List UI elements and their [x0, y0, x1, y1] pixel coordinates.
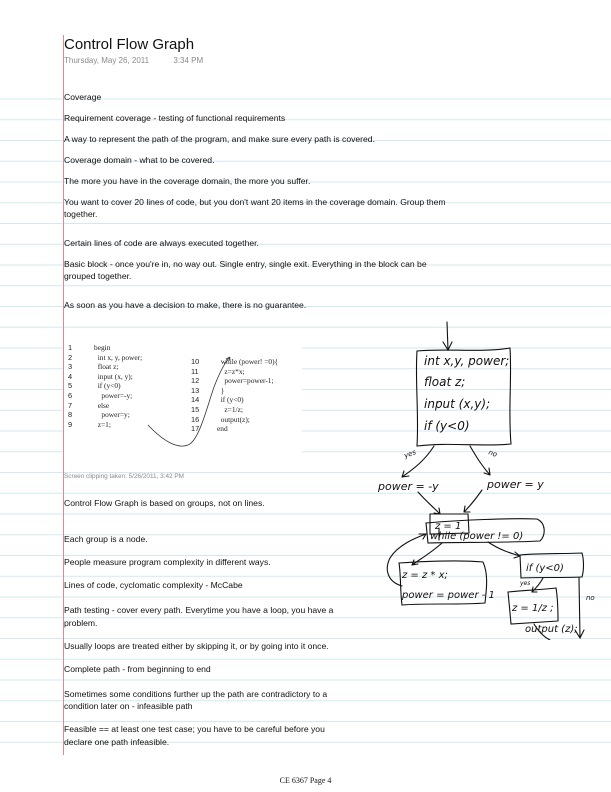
code-line-number: 13: [191, 385, 200, 395]
code-line-number: 11: [191, 366, 199, 376]
code-line-text: end: [217, 424, 228, 434]
note-line: condition later on - infeasible path: [64, 701, 193, 711]
code-line-text: z=1;: [94, 419, 111, 429]
code-line-number: 1: [68, 343, 73, 352]
clipping-caption: Screen clipping taken: 5/26/2011, 3:42 PM: [64, 473, 184, 480]
entry-arrow: [443, 322, 452, 350]
note-line: Coverage: [64, 92, 102, 102]
code-line-number: 9: [68, 419, 73, 429]
code-line-text: power=y;: [94, 410, 130, 420]
note-line: problem.: [64, 618, 98, 628]
code-line-text: if (y<0): [94, 381, 121, 391]
code-line-text: begin: [94, 343, 111, 352]
note-line: Basic block - once you're in, no way out. Single entry, single exit. Everything in the block can be: [64, 259, 427, 269]
merge-arrow-right: [464, 490, 482, 512]
note-line: Feasible == at least one test case; you have to be careful before you: [64, 724, 325, 734]
code-line-text: while (power! =0){: [217, 357, 279, 366]
code-line-text: power=-y;: [94, 390, 133, 400]
code-line-text: }: [217, 385, 225, 395]
note-line: Each group is a node.: [64, 534, 148, 544]
code-line-number: 17: [191, 424, 200, 434]
diagram-text: if (y<0): [424, 419, 470, 433]
note-line: A way to represent the path of the program, and make sure every path is covered.: [64, 134, 375, 144]
diagram-text: power = y: [487, 478, 544, 491]
note-line: Requirement coverage - testing of functional requirements: [64, 113, 286, 123]
diagram-text: while (power != 0): [430, 531, 524, 542]
code-line-text: power=power-1;: [217, 376, 274, 386]
diagram-text: z = z * x;: [402, 570, 448, 581]
diagram-text: z = 1: [435, 521, 462, 532]
code-line-number: 10: [191, 357, 200, 366]
code-line-number: 2: [68, 352, 73, 362]
page-date: Thursday, May 26, 2011: [64, 56, 150, 65]
note-line: Coverage domain - what to be covered.: [64, 155, 215, 165]
diagram-text: power = power - 1: [402, 590, 495, 601]
note-line: People measure program complexity in different ways.: [64, 557, 271, 567]
note-line: together.: [64, 209, 98, 219]
code-line-number: 16: [191, 414, 200, 424]
diagram-text: z = 1/z ;: [512, 603, 554, 614]
merge-arrow-left: [418, 492, 440, 514]
diagram-text: no: [586, 594, 595, 602]
note-line: Path testing - cover every path. Everytime you have a loop, you have a: [64, 605, 334, 615]
code-line-text: else: [94, 400, 110, 410]
code-line-number: 5: [68, 381, 73, 391]
no-arrow: [470, 446, 490, 475]
code-line-number: 4: [68, 371, 73, 381]
code-line-text: output(z);: [217, 414, 250, 424]
diagram-text: power = -y: [378, 480, 439, 493]
code-line-number: 6: [68, 390, 73, 400]
note-line: Lines of code, cyclomatic complexity - McCabe: [64, 580, 243, 590]
note-line: Usually loops are treated either by skipping it, or by going into it once.: [64, 641, 329, 651]
page-footer: CE 6367 Page 4: [279, 776, 332, 785]
note-line: As soon as you have a decision to make, there is no guarantee.: [64, 300, 307, 310]
page-time: 3:34 PM: [173, 56, 204, 65]
code-line-text: z=1/z;: [217, 404, 243, 414]
page-title: Control Flow Graph: [64, 36, 195, 53]
code-line-number: 3: [68, 362, 73, 372]
while-false-arrow: [488, 542, 520, 558]
code-line-number: 7: [68, 400, 73, 410]
code-jump-arrow: [64, 337, 302, 459]
code-line-number: 8: [68, 410, 73, 420]
note-line: Certain lines of code are always executed together.: [64, 238, 259, 248]
note-line: Control Flow Graph is based on groups, not on lines.: [64, 498, 265, 508]
diagram-text: yes: [520, 580, 531, 587]
note-line: grouped together.: [64, 271, 132, 281]
code-line-number: 12: [191, 376, 200, 386]
page-timestamp: [64, 56, 203, 65]
diagram-text: int x,y, power;: [424, 354, 510, 368]
note-line: declare one path infeasible.: [64, 737, 170, 747]
diagram-text: yes: [402, 448, 418, 460]
diagram-text: no: [487, 448, 499, 459]
code-line-text: int x, y, power;: [94, 352, 143, 362]
note-line: The more you have in the coverage domain, the more you suffer.: [64, 176, 311, 186]
code-line-text: z=z*x;: [217, 366, 245, 376]
code-line-number: 15: [191, 404, 200, 414]
note-line: Sometimes some conditions further up the path are contradictory to a: [64, 689, 328, 699]
note-line: You want to cover 20 lines of code, but you don't want 20 items in the coverage domain. Group them: [64, 197, 446, 207]
code-line-text: input (x, y);: [94, 371, 133, 381]
screen-clipping: [64, 337, 302, 459]
diagram-text: input (x,y);: [424, 397, 491, 411]
diagram-text: if (y<0): [526, 563, 564, 574]
handwritten-cfg-diagram: [360, 320, 611, 640]
diagram-text: output (z);: [525, 624, 578, 635]
diagram-text: float z;: [424, 375, 466, 389]
code-line-text: if (y<0): [217, 395, 244, 405]
note-line: Complete path - from beginning to end: [64, 664, 211, 674]
code-line-text: float z;: [94, 362, 119, 372]
code-line-number: 14: [191, 395, 200, 405]
